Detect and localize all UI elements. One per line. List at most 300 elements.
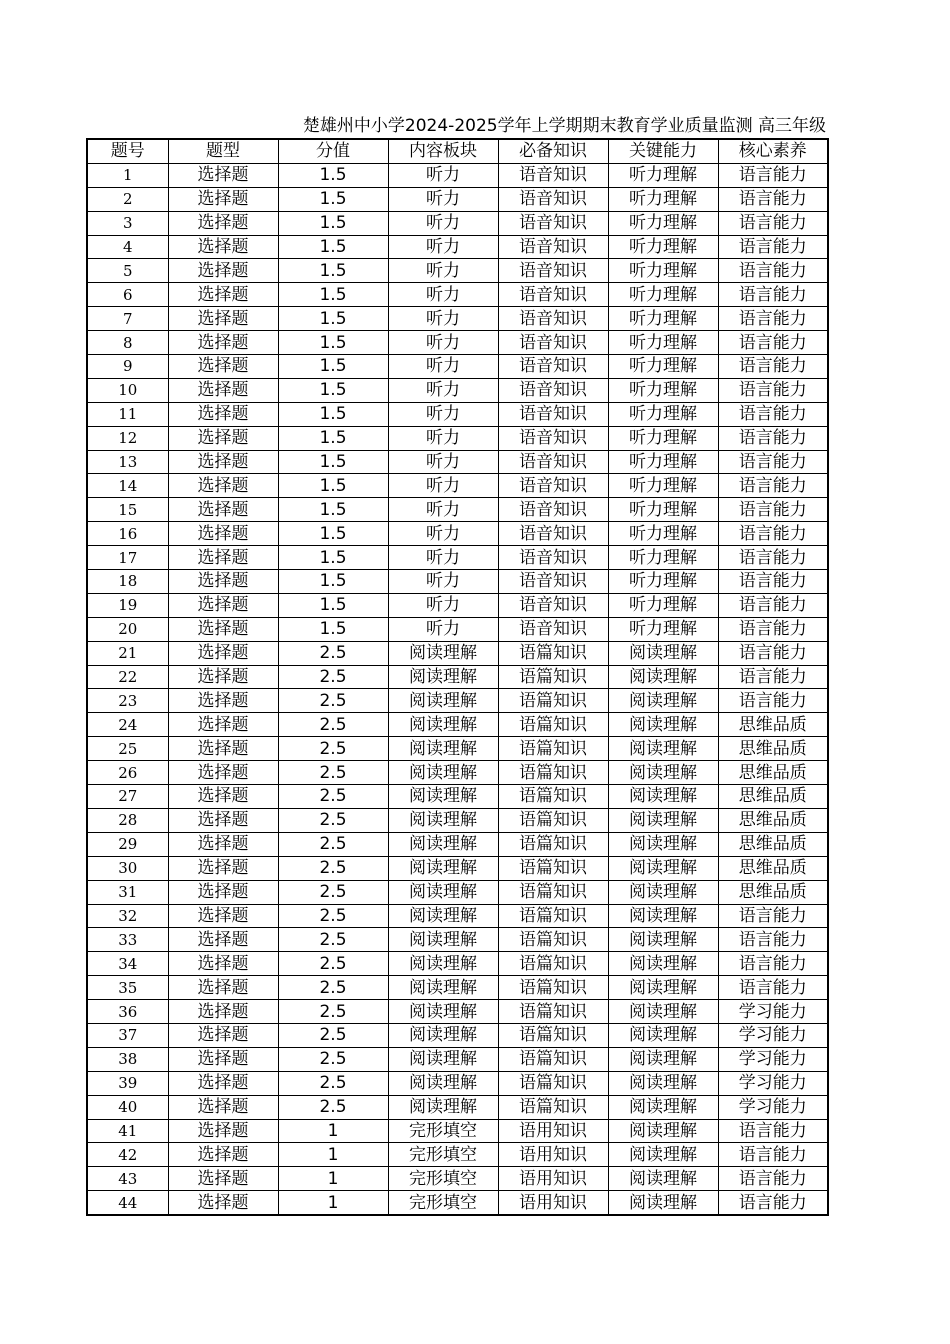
question-number-cell: 3	[87, 211, 168, 235]
key-ability-cell: 听力理解	[608, 402, 718, 426]
content-section-cell: 阅读理解	[388, 1047, 498, 1071]
table-row	[87, 307, 828, 331]
question-number-cell: 22	[87, 665, 168, 689]
core-literacy-cell: 语言能力	[718, 570, 828, 594]
question-type-cell: 选择题	[168, 211, 278, 235]
key-ability-cell: 阅读理解	[608, 1167, 718, 1191]
question-number-cell: 2	[87, 187, 168, 211]
required-knowledge-cell: 语篇知识	[498, 952, 608, 976]
key-ability-cell: 听力理解	[608, 522, 718, 546]
required-knowledge-cell: 语音知识	[498, 450, 608, 474]
key-ability-cell: 听力理解	[608, 211, 718, 235]
table-row	[87, 546, 828, 570]
score-cell: 2.5	[278, 1047, 388, 1071]
table-row	[87, 331, 828, 355]
required-knowledge-cell: 语音知识	[498, 498, 608, 522]
question-number-cell: 36	[87, 1000, 168, 1024]
core-literacy-cell: 思维品质	[718, 856, 828, 880]
table-row	[87, 904, 828, 928]
question-type-cell: 选择题	[168, 761, 278, 785]
question-number-cell: 31	[87, 880, 168, 904]
score-cell: 2.5	[278, 1095, 388, 1119]
core-literacy-cell: 语言能力	[718, 641, 828, 665]
core-literacy-cell: 语言能力	[718, 235, 828, 259]
score-cell: 2.5	[278, 713, 388, 737]
table-row	[87, 1095, 828, 1119]
table-row	[87, 641, 828, 665]
score-cell: 1.5	[278, 474, 388, 498]
question-type-cell: 选择题	[168, 378, 278, 402]
content-section-cell: 听力	[388, 378, 498, 402]
header-core-literacy: 核心素养	[718, 139, 828, 163]
key-ability-cell: 听力理解	[608, 450, 718, 474]
question-number-cell: 18	[87, 570, 168, 594]
question-type-cell: 选择题	[168, 593, 278, 617]
key-ability-cell: 听力理解	[608, 307, 718, 331]
required-knowledge-cell: 语音知识	[498, 522, 608, 546]
required-knowledge-cell: 语篇知识	[498, 1095, 608, 1119]
question-number-cell: 29	[87, 832, 168, 856]
table-row	[87, 522, 828, 546]
score-cell: 1.5	[278, 355, 388, 379]
table-row	[87, 378, 828, 402]
key-ability-cell: 阅读理解	[608, 856, 718, 880]
content-section-cell: 阅读理解	[388, 904, 498, 928]
score-cell: 2.5	[278, 808, 388, 832]
question-type-cell: 选择题	[168, 808, 278, 832]
content-section-cell: 听力	[388, 259, 498, 283]
question-type-cell: 选择题	[168, 474, 278, 498]
key-ability-cell: 阅读理解	[608, 737, 718, 761]
question-number-cell: 16	[87, 522, 168, 546]
content-section-cell: 阅读理解	[388, 976, 498, 1000]
content-section-cell: 听力	[388, 498, 498, 522]
header-content-section: 内容板块	[388, 139, 498, 163]
question-type-cell: 选择题	[168, 1023, 278, 1047]
question-type-cell: 选择题	[168, 1095, 278, 1119]
score-cell: 1.5	[278, 617, 388, 641]
required-knowledge-cell: 语用知识	[498, 1191, 608, 1215]
core-literacy-cell: 语言能力	[718, 546, 828, 570]
question-type-cell: 选择题	[168, 976, 278, 1000]
core-literacy-cell: 学习能力	[718, 1095, 828, 1119]
question-number-cell: 27	[87, 785, 168, 809]
question-type-cell: 选择题	[168, 307, 278, 331]
core-literacy-cell: 语言能力	[718, 689, 828, 713]
score-cell: 2.5	[278, 1000, 388, 1024]
table-row	[87, 426, 828, 450]
required-knowledge-cell: 语篇知识	[498, 737, 608, 761]
question-number-cell: 15	[87, 498, 168, 522]
required-knowledge-cell: 语篇知识	[498, 785, 608, 809]
question-number-cell: 5	[87, 259, 168, 283]
table-row	[87, 1023, 828, 1047]
content-section-cell: 听力	[388, 546, 498, 570]
question-type-cell: 选择题	[168, 1071, 278, 1095]
core-literacy-cell: 语言能力	[718, 163, 828, 187]
content-section-cell: 阅读理解	[388, 689, 498, 713]
content-section-cell: 阅读理解	[388, 880, 498, 904]
required-knowledge-cell: 语音知识	[498, 355, 608, 379]
score-cell: 2.5	[278, 665, 388, 689]
question-type-cell: 选择题	[168, 402, 278, 426]
core-literacy-cell: 思维品质	[718, 808, 828, 832]
score-cell: 2.5	[278, 928, 388, 952]
table-row	[87, 187, 828, 211]
required-knowledge-cell: 语音知识	[498, 331, 608, 355]
key-ability-cell: 阅读理解	[608, 904, 718, 928]
content-section-cell: 听力	[388, 450, 498, 474]
required-knowledge-cell: 语音知识	[498, 211, 608, 235]
key-ability-cell: 听力理解	[608, 259, 718, 283]
question-number-cell: 43	[87, 1167, 168, 1191]
question-type-cell: 选择题	[168, 952, 278, 976]
question-type-cell: 选择题	[168, 713, 278, 737]
key-ability-cell: 听力理解	[608, 498, 718, 522]
question-type-cell: 选择题	[168, 259, 278, 283]
score-cell: 2.5	[278, 785, 388, 809]
question-type-cell: 选择题	[168, 1143, 278, 1167]
table-row	[87, 402, 828, 426]
question-type-cell: 选择题	[168, 1119, 278, 1143]
score-cell: 1.5	[278, 498, 388, 522]
content-section-cell: 完形填空	[388, 1167, 498, 1191]
question-type-cell: 选择题	[168, 331, 278, 355]
core-literacy-cell: 思维品质	[718, 761, 828, 785]
question-number-cell: 26	[87, 761, 168, 785]
score-cell: 1.5	[278, 570, 388, 594]
core-literacy-cell: 语言能力	[718, 952, 828, 976]
core-literacy-cell: 学习能力	[718, 1071, 828, 1095]
core-literacy-cell: 语言能力	[718, 1191, 828, 1215]
required-knowledge-cell: 语篇知识	[498, 928, 608, 952]
key-ability-cell: 听力理解	[608, 331, 718, 355]
table-row	[87, 976, 828, 1000]
core-literacy-cell: 学习能力	[718, 1047, 828, 1071]
key-ability-cell: 阅读理解	[608, 713, 718, 737]
table-row	[87, 355, 828, 379]
score-cell: 1.5	[278, 331, 388, 355]
key-ability-cell: 听力理解	[608, 474, 718, 498]
header-question-number: 题号	[87, 139, 168, 163]
core-literacy-cell: 语言能力	[718, 450, 828, 474]
question-type-cell: 选择题	[168, 187, 278, 211]
question-number-cell: 42	[87, 1143, 168, 1167]
key-ability-cell: 阅读理解	[608, 761, 718, 785]
key-ability-cell: 阅读理解	[608, 832, 718, 856]
key-ability-cell: 听力理解	[608, 546, 718, 570]
core-literacy-cell: 语言能力	[718, 617, 828, 641]
question-number-cell: 34	[87, 952, 168, 976]
required-knowledge-cell: 语音知识	[498, 402, 608, 426]
core-literacy-cell: 语言能力	[718, 402, 828, 426]
required-knowledge-cell: 语音知识	[498, 259, 608, 283]
required-knowledge-cell: 语用知识	[498, 1119, 608, 1143]
score-cell: 1.5	[278, 378, 388, 402]
question-type-cell: 选择题	[168, 617, 278, 641]
score-cell: 2.5	[278, 856, 388, 880]
key-ability-cell: 听力理解	[608, 187, 718, 211]
content-section-cell: 阅读理解	[388, 1023, 498, 1047]
score-cell: 1.5	[278, 187, 388, 211]
required-knowledge-cell: 语音知识	[498, 426, 608, 450]
score-cell: 1	[278, 1143, 388, 1167]
core-literacy-cell: 语言能力	[718, 211, 828, 235]
question-number-cell: 32	[87, 904, 168, 928]
content-section-cell: 阅读理解	[388, 1095, 498, 1119]
question-number-cell: 14	[87, 474, 168, 498]
question-number-cell: 21	[87, 641, 168, 665]
question-number-cell: 17	[87, 546, 168, 570]
score-cell: 2.5	[278, 904, 388, 928]
content-section-cell: 听力	[388, 211, 498, 235]
question-type-cell: 选择题	[168, 856, 278, 880]
core-literacy-cell: 语言能力	[718, 593, 828, 617]
table-row	[87, 952, 828, 976]
score-cell: 1.5	[278, 546, 388, 570]
key-ability-cell: 阅读理解	[608, 1023, 718, 1047]
content-section-cell: 听力	[388, 163, 498, 187]
score-cell: 1	[278, 1167, 388, 1191]
key-ability-cell: 听力理解	[608, 378, 718, 402]
required-knowledge-cell: 语篇知识	[498, 880, 608, 904]
question-type-cell: 选择题	[168, 546, 278, 570]
header-required-knowledge: 必备知识	[498, 139, 608, 163]
header-key-ability: 关键能力	[608, 139, 718, 163]
table-row	[87, 163, 828, 187]
key-ability-cell: 阅读理解	[608, 808, 718, 832]
core-literacy-cell: 语言能力	[718, 378, 828, 402]
question-type-cell: 选择题	[168, 1047, 278, 1071]
score-cell: 1	[278, 1191, 388, 1215]
core-literacy-cell: 学习能力	[718, 1000, 828, 1024]
question-type-cell: 选择题	[168, 665, 278, 689]
required-knowledge-cell: 语篇知识	[498, 832, 608, 856]
question-type-cell: 选择题	[168, 235, 278, 259]
required-knowledge-cell: 语音知识	[498, 570, 608, 594]
question-type-cell: 选择题	[168, 1000, 278, 1024]
required-knowledge-cell: 语音知识	[498, 283, 608, 307]
content-section-cell: 阅读理解	[388, 737, 498, 761]
question-type-cell: 选择题	[168, 832, 278, 856]
question-number-cell: 11	[87, 402, 168, 426]
table-row	[87, 761, 828, 785]
table-row	[87, 211, 828, 235]
question-number-cell: 23	[87, 689, 168, 713]
question-number-cell: 25	[87, 737, 168, 761]
table-row	[87, 235, 828, 259]
question-number-cell: 33	[87, 928, 168, 952]
question-number-cell: 6	[87, 283, 168, 307]
core-literacy-cell: 语言能力	[718, 307, 828, 331]
score-cell: 2.5	[278, 832, 388, 856]
content-section-cell: 听力	[388, 426, 498, 450]
content-section-cell: 听力	[388, 522, 498, 546]
core-literacy-cell: 语言能力	[718, 283, 828, 307]
required-knowledge-cell: 语音知识	[498, 187, 608, 211]
key-ability-cell: 阅读理解	[608, 689, 718, 713]
required-knowledge-cell: 语用知识	[498, 1143, 608, 1167]
key-ability-cell: 阅读理解	[608, 952, 718, 976]
score-cell: 1.5	[278, 402, 388, 426]
score-cell: 1	[278, 1119, 388, 1143]
score-cell: 1.5	[278, 593, 388, 617]
core-literacy-cell: 思维品质	[718, 832, 828, 856]
header-row	[87, 139, 828, 163]
table-row	[87, 665, 828, 689]
question-number-cell: 9	[87, 355, 168, 379]
table-row	[87, 593, 828, 617]
key-ability-cell: 阅读理解	[608, 1143, 718, 1167]
question-table	[86, 138, 829, 1216]
content-section-cell: 阅读理解	[388, 808, 498, 832]
core-literacy-cell: 语言能力	[718, 259, 828, 283]
question-type-cell: 选择题	[168, 1167, 278, 1191]
content-section-cell: 听力	[388, 307, 498, 331]
content-section-cell: 完形填空	[388, 1143, 498, 1167]
required-knowledge-cell: 语篇知识	[498, 1000, 608, 1024]
question-type-cell: 选择题	[168, 737, 278, 761]
score-cell: 1.5	[278, 522, 388, 546]
question-number-cell: 19	[87, 593, 168, 617]
content-section-cell: 阅读理解	[388, 665, 498, 689]
content-section-cell: 听力	[388, 283, 498, 307]
header-question-type: 题型	[168, 139, 278, 163]
question-number-cell: 40	[87, 1095, 168, 1119]
score-cell: 2.5	[278, 1071, 388, 1095]
content-section-cell: 阅读理解	[388, 761, 498, 785]
content-section-cell: 阅读理解	[388, 1071, 498, 1095]
question-type-cell: 选择题	[168, 1191, 278, 1215]
table-row	[87, 737, 828, 761]
key-ability-cell: 阅读理解	[608, 665, 718, 689]
core-literacy-cell: 学习能力	[718, 1023, 828, 1047]
required-knowledge-cell: 语用知识	[498, 1167, 608, 1191]
question-number-cell: 41	[87, 1119, 168, 1143]
required-knowledge-cell: 语音知识	[498, 593, 608, 617]
question-type-cell: 选择题	[168, 689, 278, 713]
required-knowledge-cell: 语篇知识	[498, 689, 608, 713]
question-number-cell: 7	[87, 307, 168, 331]
content-section-cell: 听力	[388, 474, 498, 498]
table-row	[87, 450, 828, 474]
content-section-cell: 完形填空	[388, 1191, 498, 1215]
content-section-cell: 阅读理解	[388, 785, 498, 809]
question-type-cell: 选择题	[168, 355, 278, 379]
core-literacy-cell: 语言能力	[718, 426, 828, 450]
question-number-cell: 28	[87, 808, 168, 832]
key-ability-cell: 阅读理解	[608, 880, 718, 904]
question-type-cell: 选择题	[168, 904, 278, 928]
content-section-cell: 听力	[388, 402, 498, 426]
content-section-cell: 听力	[388, 570, 498, 594]
key-ability-cell: 阅读理解	[608, 1119, 718, 1143]
key-ability-cell: 阅读理解	[608, 928, 718, 952]
required-knowledge-cell: 语篇知识	[498, 904, 608, 928]
key-ability-cell: 听力理解	[608, 163, 718, 187]
table-row	[87, 1119, 828, 1143]
score-cell: 2.5	[278, 761, 388, 785]
key-ability-cell: 听力理解	[608, 570, 718, 594]
score-cell: 2.5	[278, 952, 388, 976]
table-body	[87, 163, 828, 1215]
required-knowledge-cell: 语篇知识	[498, 1023, 608, 1047]
question-number-cell: 44	[87, 1191, 168, 1215]
key-ability-cell: 阅读理解	[608, 641, 718, 665]
required-knowledge-cell: 语音知识	[498, 235, 608, 259]
content-section-cell: 听力	[388, 593, 498, 617]
required-knowledge-cell: 语篇知识	[498, 761, 608, 785]
table-row	[87, 498, 828, 522]
question-number-cell: 13	[87, 450, 168, 474]
question-type-cell: 选择题	[168, 641, 278, 665]
key-ability-cell: 阅读理解	[608, 1047, 718, 1071]
question-number-cell: 39	[87, 1071, 168, 1095]
core-literacy-cell: 思维品质	[718, 880, 828, 904]
score-cell: 1.5	[278, 450, 388, 474]
required-knowledge-cell: 语音知识	[498, 163, 608, 187]
table-row	[87, 832, 828, 856]
content-section-cell: 阅读理解	[388, 641, 498, 665]
table-row	[87, 808, 828, 832]
score-cell: 2.5	[278, 641, 388, 665]
question-type-cell: 选择题	[168, 880, 278, 904]
core-literacy-cell: 语言能力	[718, 1119, 828, 1143]
required-knowledge-cell: 语音知识	[498, 378, 608, 402]
sheet-title: 楚雄州中小学2024-2025学年上学期期末教育学业质量监测 高三年级	[302, 116, 826, 136]
score-cell: 2.5	[278, 689, 388, 713]
table-row	[87, 1143, 828, 1167]
score-cell: 2.5	[278, 737, 388, 761]
question-number-cell: 8	[87, 331, 168, 355]
core-literacy-cell: 语言能力	[718, 1167, 828, 1191]
key-ability-cell: 阅读理解	[608, 976, 718, 1000]
table-row	[87, 856, 828, 880]
required-knowledge-cell: 语篇知识	[498, 808, 608, 832]
table-row	[87, 928, 828, 952]
header-score: 分值	[278, 139, 388, 163]
table-row	[87, 283, 828, 307]
content-section-cell: 完形填空	[388, 1119, 498, 1143]
key-ability-cell: 听力理解	[608, 426, 718, 450]
core-literacy-cell: 语言能力	[718, 1143, 828, 1167]
core-literacy-cell: 思维品质	[718, 737, 828, 761]
table-row	[87, 570, 828, 594]
question-number-cell: 37	[87, 1023, 168, 1047]
key-ability-cell: 阅读理解	[608, 1095, 718, 1119]
question-type-cell: 选择题	[168, 163, 278, 187]
table-row	[87, 474, 828, 498]
required-knowledge-cell: 语篇知识	[498, 665, 608, 689]
score-cell: 1.5	[278, 235, 388, 259]
required-knowledge-cell: 语篇知识	[498, 1047, 608, 1071]
core-literacy-cell: 语言能力	[718, 976, 828, 1000]
required-knowledge-cell: 语篇知识	[498, 1071, 608, 1095]
question-number-cell: 12	[87, 426, 168, 450]
table-row	[87, 1191, 828, 1215]
question-number-cell: 35	[87, 976, 168, 1000]
core-literacy-cell: 语言能力	[718, 355, 828, 379]
core-literacy-cell: 思维品质	[718, 713, 828, 737]
score-cell: 1.5	[278, 307, 388, 331]
required-knowledge-cell: 语音知识	[498, 617, 608, 641]
required-knowledge-cell: 语篇知识	[498, 976, 608, 1000]
question-type-cell: 选择题	[168, 498, 278, 522]
required-knowledge-cell: 语篇知识	[498, 641, 608, 665]
content-section-cell: 阅读理解	[388, 832, 498, 856]
table-row	[87, 880, 828, 904]
core-literacy-cell: 语言能力	[718, 498, 828, 522]
